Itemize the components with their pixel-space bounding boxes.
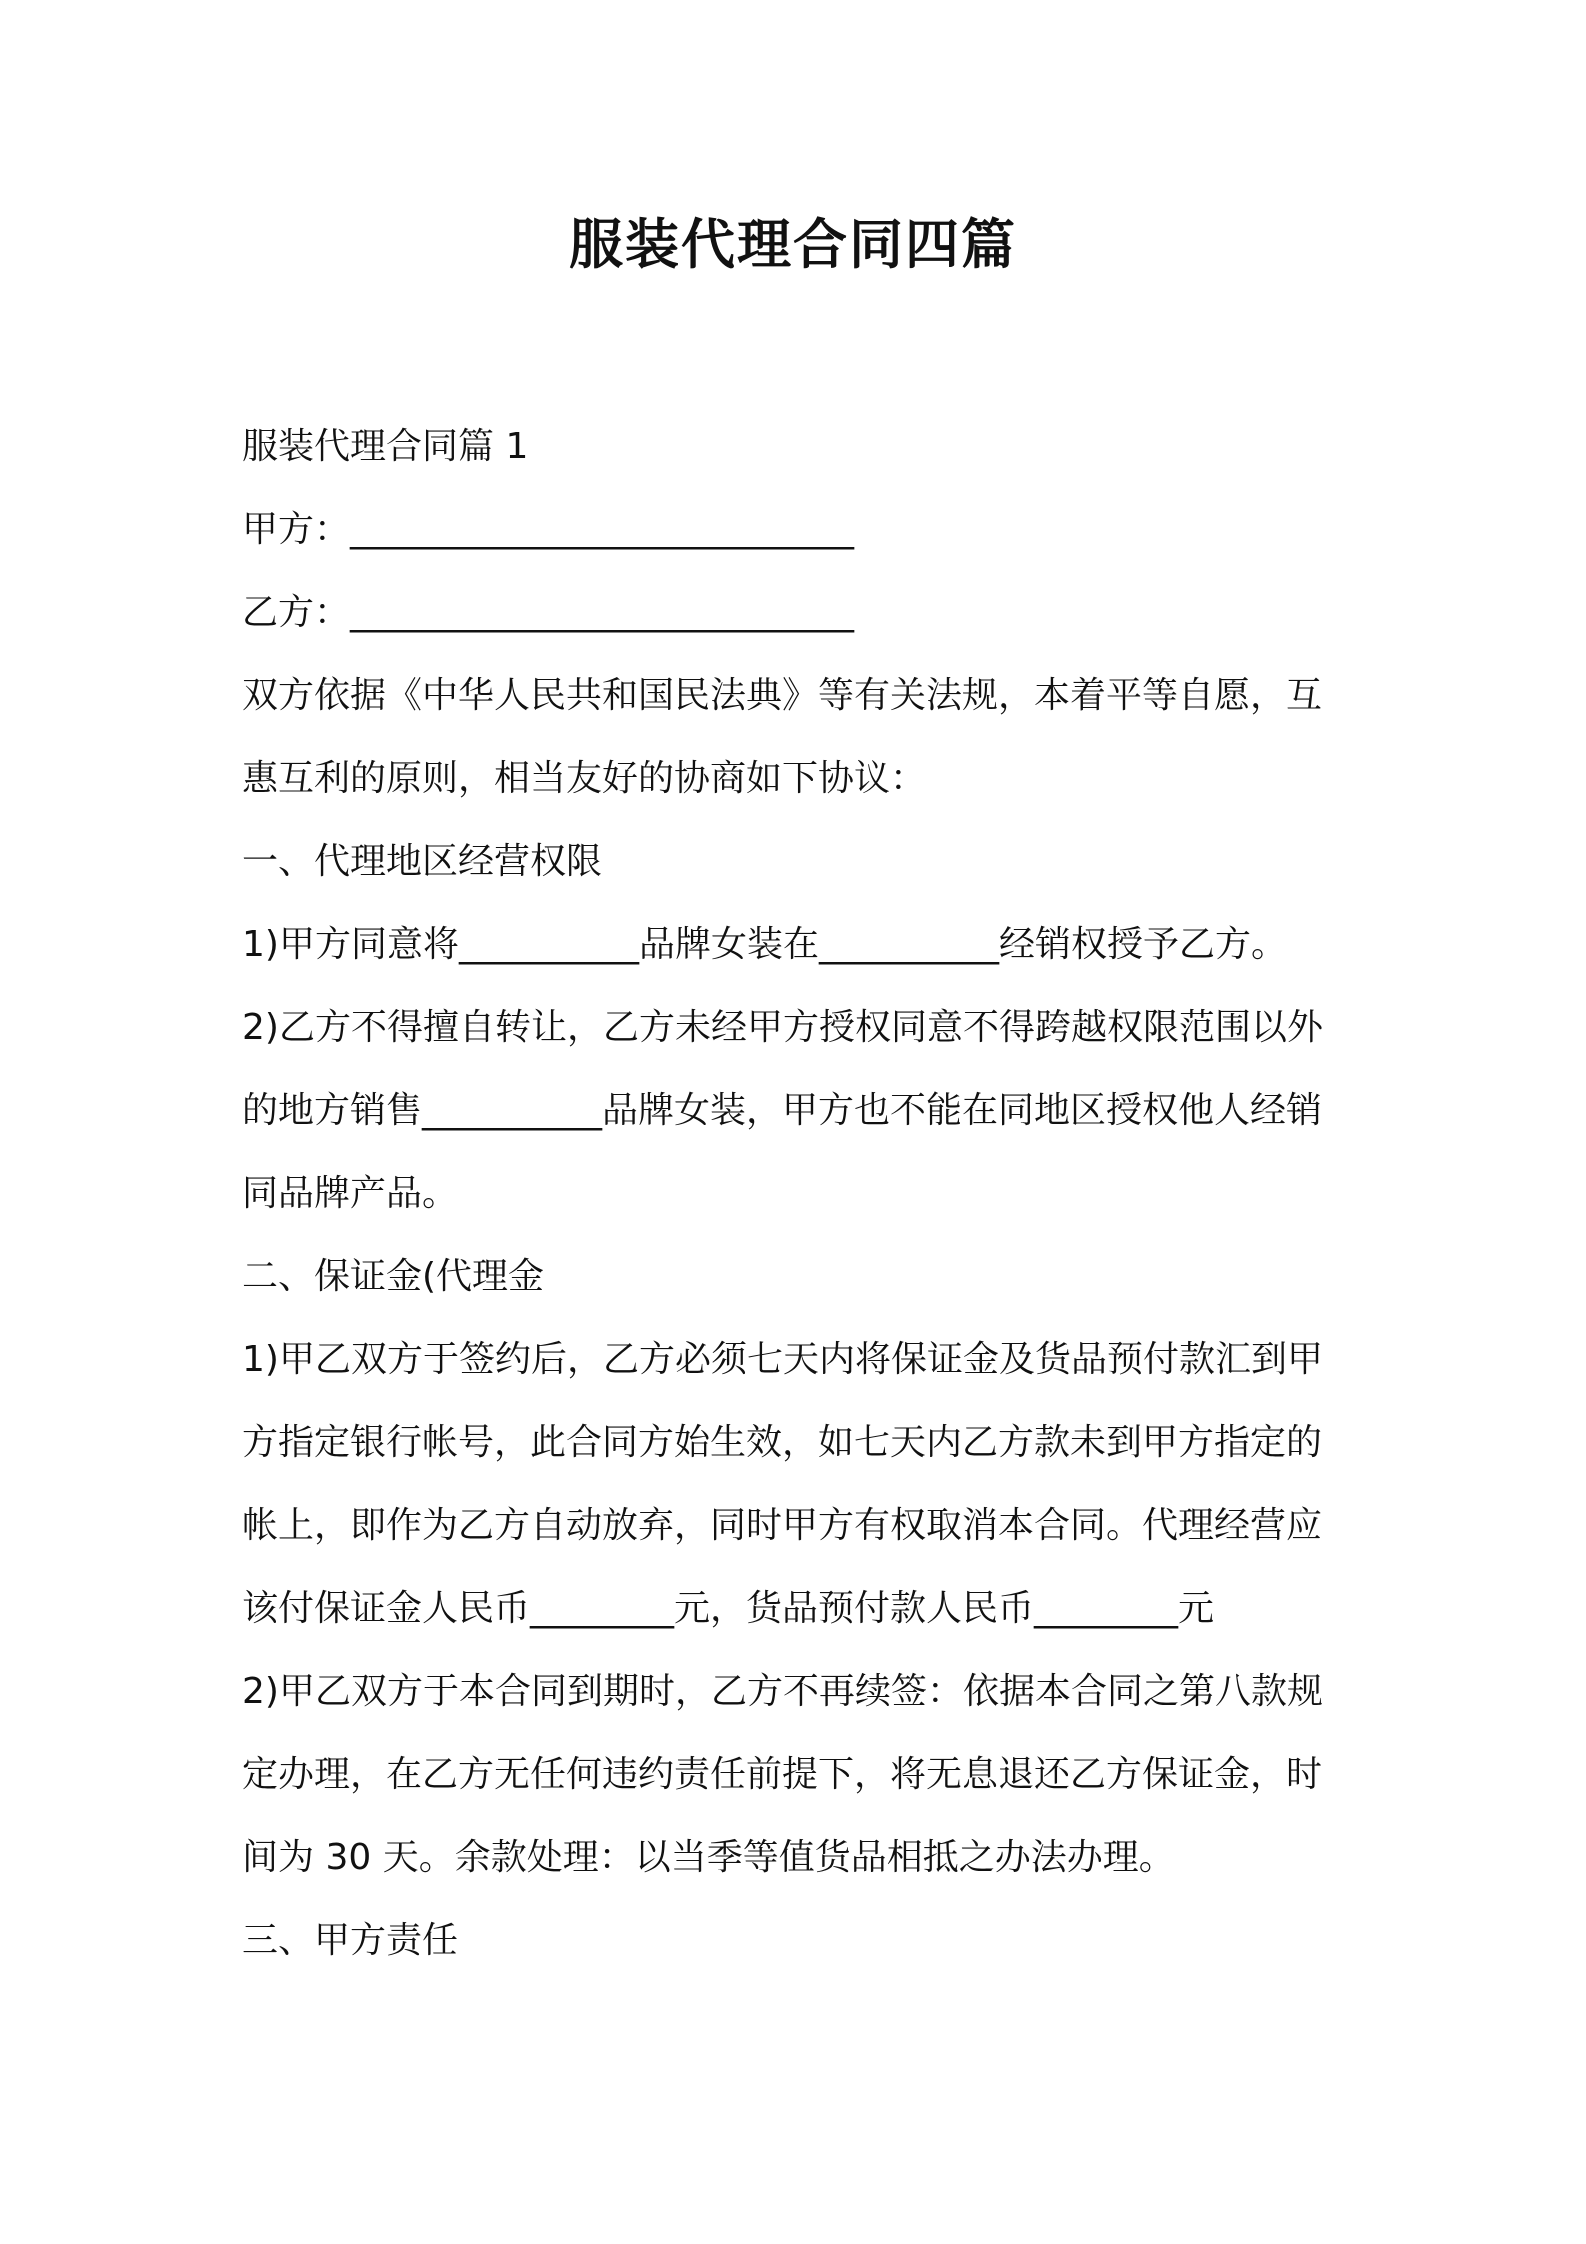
document-title: 服装代理合同四篇 [569,213,1017,276]
section-heading-agency-scope: 一、代理地区经营权限 [242,841,603,882]
section-heading-party-a-duties: 三、甲方责任 [242,1920,459,1961]
party-b-line: 乙方：____________________________ [242,592,855,633]
clause-line: 定办理，在乙方无任何违约责任前提下，将无息退还乙方保证金，时 [242,1754,1323,1795]
party-a-line: 甲方：____________________________ [242,509,855,550]
paragraph-line: 双方依据《中华人民共和国民法典》等有关法规，本着平等自愿，互 [242,675,1323,716]
clause-line: 2)乙方不得擅自转让，乙方未经甲方授权同意不得跨越权限范围以外 [242,1007,1323,1048]
paragraph-line: 惠互利的原则，相当友好的协商如下协议： [242,758,927,799]
clause-line: 方指定银行帐号，此合同方始生效，如七天内乙方款未到甲方指定的 [242,1422,1323,1463]
clause-line: 1)甲乙双方于签约后，乙方必须七天内将保证金及货品预付款汇到甲 [242,1339,1323,1380]
section-heading-deposit: 二、保证金(代理金 [242,1256,545,1297]
clause-line: 帐上，即作为乙方自动放弃，同时甲方有权取消本合同。代理经营应 [242,1505,1323,1546]
clause-line: 间为 30 天。余款处理：以当季等值货品相抵之办法办理。 [242,1837,1175,1878]
clause-line: 1)甲方同意将__________品牌女装在__________经销权授予乙方。 [242,924,1287,965]
clause-line: 的地方销售__________品牌女装，甲方也不能在同地区授权他人经销 [242,1090,1323,1131]
clause-line: 2)甲乙双方于本合同到期时，乙方不再续签：依据本合同之第八款规 [242,1671,1323,1712]
section-heading-contract-1: 服装代理合同篇 1 [242,426,529,467]
document-body [242,405,1372,1982]
clause-line: 同品牌产品。 [242,1173,459,1214]
clause-line: 该付保证金人民币________元，货品预付款人民币________元 [242,1588,1215,1629]
